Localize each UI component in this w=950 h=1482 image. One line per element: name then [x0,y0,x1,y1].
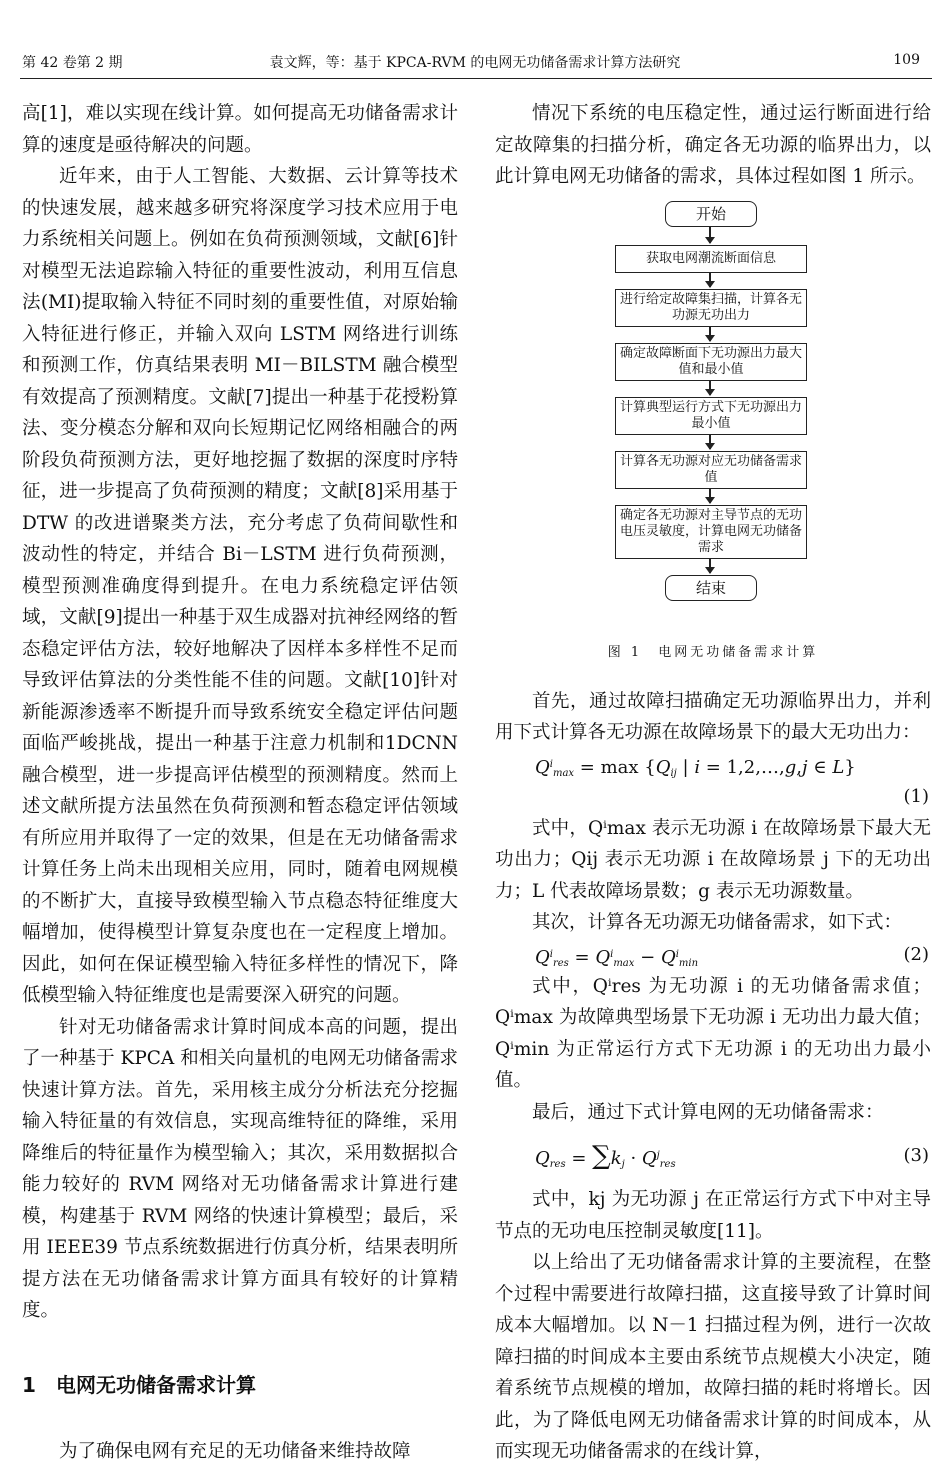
left-column [22,98,458,1467]
flow-end: 结束 [665,575,757,601]
equation-1-number-line [495,781,931,813]
flow-arrow [709,489,711,503]
flow-step: 确定故障断面下无功源出力最大值和最小值 [615,343,807,381]
paragraph: 首先，通过故障扫描确定无功源临界出力，并利用下式计算各无功源在故障场景下的最大无功出力： [495,690,931,743]
flow-arrow [709,559,711,573]
paragraph: 式中，Qⁱres 为无功源 i 的无功储备需求值；Qⁱmax 为故障典型场景下无功源 i 无功出力最大值；Qⁱmin 为正常运行方式下无功源 i 的无功出力最小值。 [495,975,931,1091]
paragraph: 为了确保电网有充足的无功储备来维持故障 [59,1440,411,1462]
paragraph: 以上给出了无功储备需求计算的主要流程，在整个过程中需要进行故障扫描，这直接导致了计算时间成本大幅增加。以 N－1 扫描过程为例，进行一次故障扫描的时间成本主要由系统节点规模大小决定，随着系统节点规模的增加，故障扫描的耗时将增长。因此，为了降低电网无功储备需求计算的时间成本，从而实现无功储备需求的在线计算， [495,1252,931,1462]
header-rule [20,78,932,79]
section-title: 电网无功储备需求计算 [56,1372,256,1397]
equation-number: (1) [903,785,929,807]
paragraph: 针对无功储备需求计算时间成本高的问题，提出了一种基于 KPCA 和相关向量机的电网无功储备需求快速计算方法。首先，采用核主成分分析法充分挖掘输入特征量的有效信息，实现高维特征的降维，采用降维后的特征量作为模型输入；其次，采用数据拟合能力较好的 RVM 网络对无功储备需求计算进行建模，构建基于 RVM 网络的快速计算模型；最后，采用 IEEE39 节点系统数据进行仿真分析，结果表明所提方法在无功储备需求计算方面具有较好的计算精度。 [22,1016,458,1321]
flow-start: 开始 [665,201,757,227]
flow-step: 确定各无功源对主导节点的无功电压灵敏度，计算电网无功储备需求 [615,505,807,559]
paragraph: 式中，kj 为无功源 j 在正常运行方式下中对主导节点的无功电压控制灵敏度[11]。 [495,1189,931,1242]
flow-arrow [709,435,711,449]
paragraph: 其次，计算各无功源无功储备需求，如下式： [532,912,903,933]
equation-number: (3) [903,1145,929,1166]
section-heading [22,1369,458,1398]
equation-2: $Q^i_{res} = Q^i_{max} - Q^i_{min}$ (2) [495,939,931,971]
flow-arrow [709,327,711,341]
flow-step: 计算各无功源对应无功储备需求值 [615,451,807,489]
page-number: 109 [893,52,920,68]
flowchart [495,201,931,621]
figure-caption: 图 1 电网无功储备需求计算 [607,644,819,660]
flow-arrow [709,381,711,395]
running-header [0,0,950,80]
article-running-title: 袁文辉，等：基于 KPCA-RVM 的电网无功储备需求计算方法研究 [269,55,681,71]
flow-step: 获取电网潮流断面信息 [615,245,807,273]
paragraph: 式中，Qⁱmax 表示无功源 i 在故障场景下最大无功出力；Qij 表示无功源 i 在故障场景 j 下的无功出力；L 代表故障场景数；g 表示无功源数量。 [495,817,931,902]
flow-step: 进行给定故障集扫描，计算各无功源无功出力 [615,289,807,327]
right-column [495,98,931,1468]
equation-3: $Q_{res} = \sum k_j \cdot Q^j_{res}$ (3) [495,1128,931,1184]
flow-arrow [709,273,711,287]
paragraph: 最后，通过下式计算电网的无功储备需求： [532,1101,884,1123]
flow-arrow [709,227,711,243]
flow-step: 计算典型运行方式下无功源出力最小值 [615,397,807,435]
journal-volume: 第 42 卷第 2 期 [22,55,123,71]
section-number: 1 [22,1372,36,1397]
equation-number: (2) [903,943,929,965]
equation-1: $Q^i_{max} = \max \{Q_{ij}$ | i = 1,2,…,g,j ∈ L} [535,756,856,779]
paragraph: 高[1]，难以实现在线计算。如何提高无功储备需求计算的速度是亟待解决的问题。 [22,103,458,156]
paragraph: 近年来，由于人工智能、大数据、云计算等技术的快速发展，越来越多研究将深度学习技术应用于电力系统相关问题上。例如在负荷预测领域，文献[6]针对模型无法追踪输入特征的重要性波动，利用互信息法(MI)提取输入特征不同时刻的重要性值，对原始输入特征进行修正，并输入双向 LSTM 网络进行训练和预测工作，仿真结果表明 MI－BILSTM 融合模型有效提高了预测精度。文献[7]提出一种基于花授粉算法、变分模态分解和双向长短期记忆网络相融合的两阶段负荷预测方法，更好地挖掘了数据的深度时序特征，进一步提高了负荷预测的精度；文献[8]采用基于 DTW 的改进谱聚类方法，充分考虑了负荷间歇性和波动性的特定，并结合 Bi－LSTM 进行负荷预测，模型预测准确度得到提升。在电力系统稳定评估领域，文献[9]提出一种基于双生成器对抗神经网络的暂态稳定评估方法，较好地解决了因样本多样性不足而导致评估算法的分类性能不佳的问题。文献[10]针对新能源渗透率不断提升而导致系统安全稳定评估问题面临严峻挑战，提出一种基于注意力机制和1DCNN 融合模型，进一步提高评估模型的预测精度。然而上述文献所提方法虽然在负荷预测和暂态稳定评估领域有所应用并取得了一定的效果，但是在无功储备需求计算任务上尚未出现相关应用，同时，随着电网规模的不断扩大，直接导致模型输入节点稳态特征维度大幅增加，使得模型计算复杂度也在一定程度上增加。因此，如何在保证模型输入特征多样性的情况下，降低模型输入特征维度也是需要深入研究的问题。 [22,166,458,1006]
paragraph: 情况下系统的电压稳定性，通过运行断面进行给定故障集的扫描分析，确定各无功源的临界出力，以此计算电网无功储备的需求，具体过程如图 1 所示。 [495,103,931,187]
